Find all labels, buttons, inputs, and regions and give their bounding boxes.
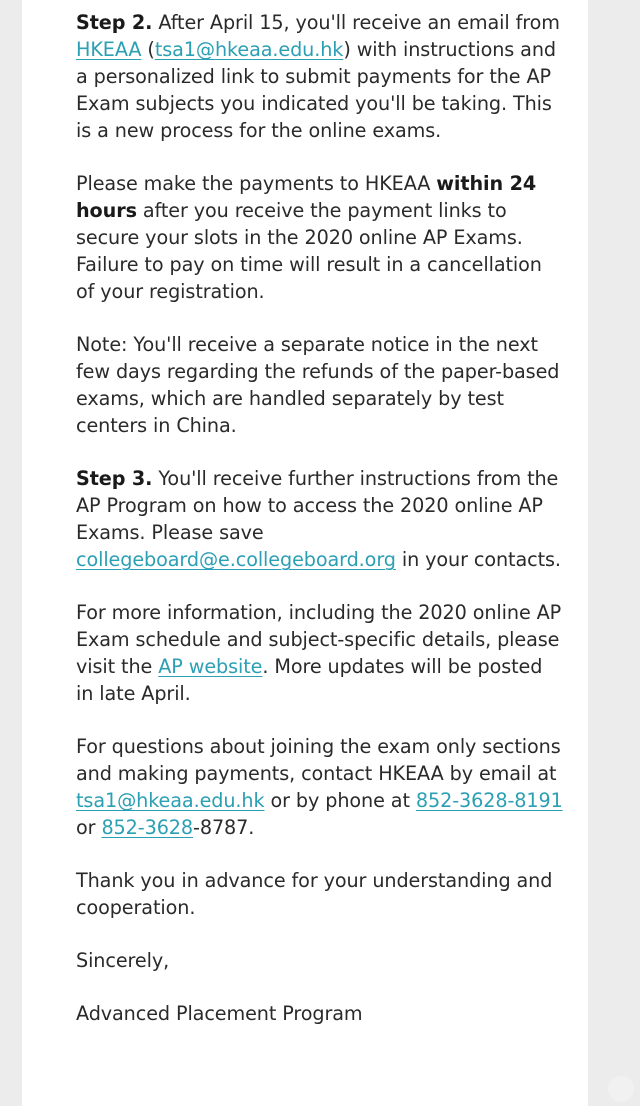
step2-text-2: ( xyxy=(141,38,155,61)
more-info-paragraph xyxy=(76,599,564,707)
more-info-text-1: For more information, including the 2020 online AP Exam schedule and subject-specific details, please visit the xyxy=(76,601,562,678)
collegeboard-email-link[interactable]: collegeboard@e.collegeboard.org xyxy=(76,548,396,571)
questions-text-2: or by phone at xyxy=(264,789,416,812)
step3-text-2: in your contacts. xyxy=(395,548,561,571)
phone-link-2[interactable]: 852-3628 xyxy=(101,816,194,839)
payment-deadline: within 24 hours xyxy=(76,172,537,222)
step2-text-1: After April 15, you'll receive an email from xyxy=(152,11,560,34)
payment-paragraph xyxy=(76,170,564,305)
hkeaa-email-link[interactable]: tsa1@hkeaa.edu.hk xyxy=(154,38,344,61)
signature-line: Advanced Placement Program xyxy=(76,1002,363,1025)
note-paragraph: Note: You'll receive a separate notice in the next few days regarding the refunds of the paper-based exams, which are handled separately by test centers in China. xyxy=(76,333,560,437)
questions-text-3: or xyxy=(76,816,102,839)
email-body xyxy=(22,0,588,1106)
step3-label: Step 3. xyxy=(76,467,153,490)
questions-text-1: For questions about joining the exam only sections and making payments, contact HKEAA by email at xyxy=(76,735,561,785)
phone-link-1[interactable]: 852-3628-8191 xyxy=(415,789,563,812)
contact-email-link[interactable]: tsa1@hkeaa.edu.hk xyxy=(76,789,265,812)
step2-paragraph xyxy=(76,9,564,144)
payment-text-1: Please make the payments to HKEAA xyxy=(76,172,437,195)
hkeaa-link[interactable]: HKEAA xyxy=(76,38,142,61)
step3-text-1: You'll receive further instructions from the AP Program on how to access the 2020 online AP Exams. Please save xyxy=(76,467,559,544)
step2-text-3: ) with instructions and a personalized link to submit payments for the AP Exam subjects you indicated you'll be taking. This is a new process for the online exams. xyxy=(76,38,556,142)
more-info-text-2: . More updates will be posted in late April. xyxy=(76,655,543,705)
thanks-paragraph: Thank you in advance for your understanding and cooperation. xyxy=(76,869,553,919)
phone-2-suffix: -8787. xyxy=(193,816,255,839)
ap-website-link[interactable]: AP website xyxy=(158,655,263,678)
questions-paragraph xyxy=(76,733,564,841)
closing-line: Sincerely, xyxy=(76,949,170,972)
payment-text-2: after you receive the payment links to secure your slots in the 2020 online AP Exams. Failure to pay on time will result in a cancellation of your registration. xyxy=(76,199,542,303)
step2-label: Step 2. xyxy=(76,11,153,34)
step3-paragraph xyxy=(76,465,564,573)
watermark-icon xyxy=(608,1076,634,1102)
